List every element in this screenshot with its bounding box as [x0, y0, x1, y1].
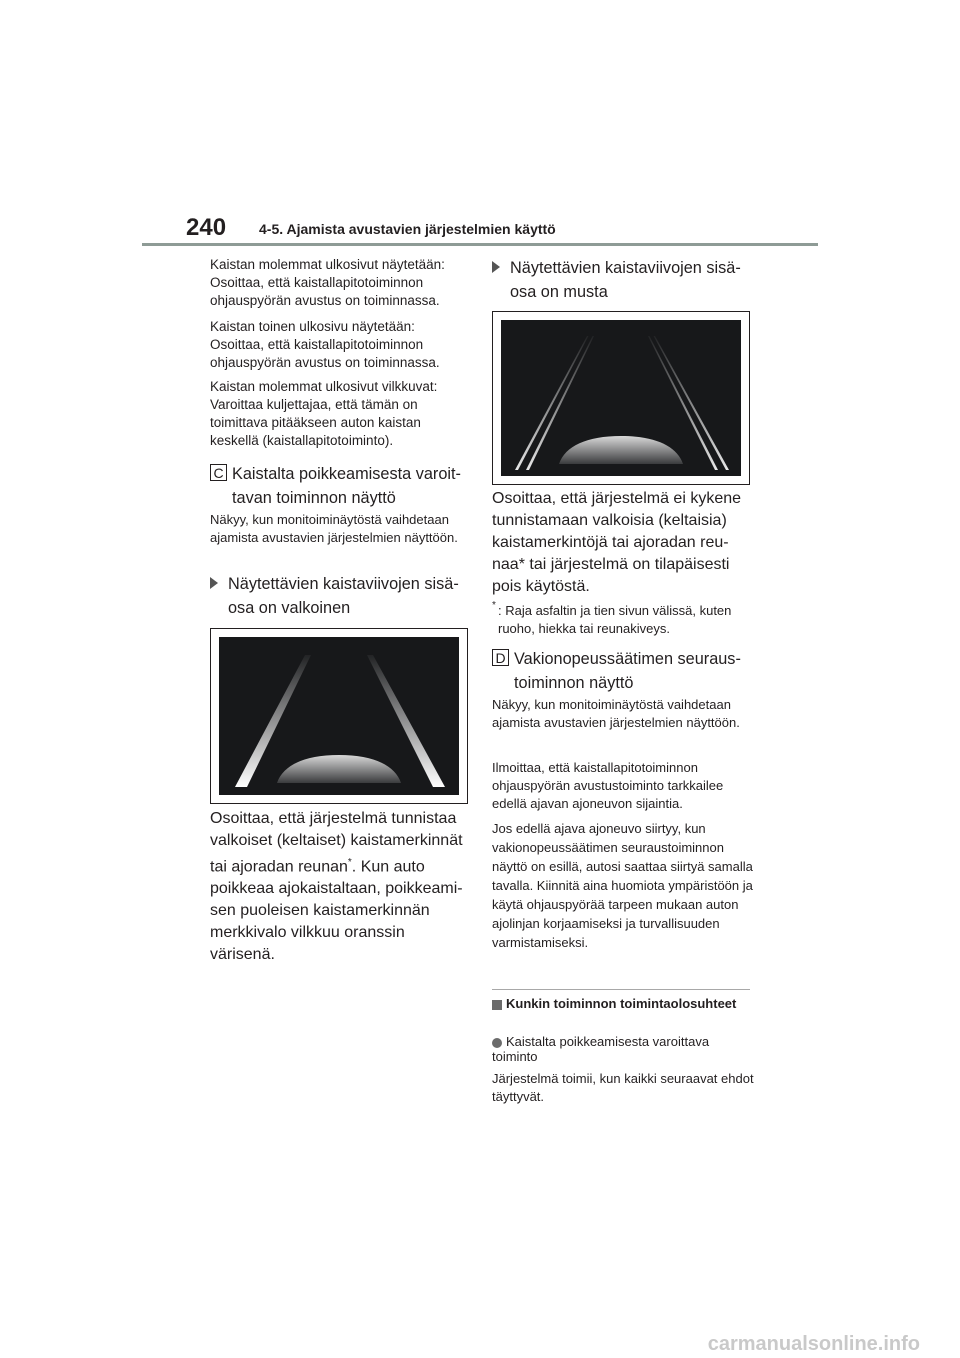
paragraph-both-sides-blink: Kaistan molemmat ulkosivut vilkkuvat: Varoittaa kuljettajaa, että tämän on toimittava pitääkseen auton kaistan keskellä (kaistallapitotoiminto). — [210, 379, 438, 448]
paragraph-d-3: Jos edellä ajava ajoneuvo siirtyy, kun vakionopeussäätimen seuraustoiminnon näyttö on esillä, autosi saattaa siirtyä samalla tavalla. Kiinnitä aina huomiota ympäristöön ja käytä ohjauspyörää tarpeen mukaan auton ajolinjan korjaamiseksi ja turvallisuuden varmistamiseksi. — [492, 821, 753, 950]
vehicle-icon — [277, 755, 401, 783]
heading-black-lines-text: Näytettävien kaistaviivojen sisäosa on musta — [510, 259, 741, 301]
label-c: C — [210, 464, 227, 481]
paragraph-black-description: Osoittaa, että järjestelmä ei kykene tunnistamaan valkoisia (keltaisia) kaistamerkintöjä tai ajoradan reunaa* tai järjestelmä on tilapäisesti pois käytöstä. — [492, 490, 742, 595]
conditions-text: Järjestelmä toimii, kun kaikki seuraavat ehdot täyttyvät. — [492, 1071, 754, 1104]
triangle-bullet-icon — [210, 577, 218, 589]
label-d: D — [492, 649, 509, 666]
triangle-bullet-icon — [492, 261, 500, 273]
heading-black-lines — [492, 256, 754, 306]
heading-d — [492, 647, 754, 697]
header-divider — [142, 243, 818, 246]
heading-white-lines — [210, 572, 470, 622]
section-divider — [492, 989, 750, 990]
footnote-text: : Raja asfaltin ja tien sivun välissä, kuten ruoho, hiekka tai reunakiveys. — [498, 603, 732, 636]
page-number: 240 — [186, 214, 227, 241]
paragraph-c-description: Näkyy, kun monitoiminäytöstä vaihdetaan ajamista avustavien järjestelmien näyttöön. — [210, 512, 458, 545]
lane-display-screen — [219, 637, 459, 795]
watermark: carmanualsonline.info — [707, 1333, 920, 1355]
paragraph-white-description: Osoittaa, että järjestelmä tunnistaa valkoiset (keltaiset) kaistamerkinnät tai ajoradan reunan*. Kun auto poikkeaa ajokaistaltaan, poikkeamisen puoleisen kaistamerkinnän merkkivalo vilkkuu oranssin värisenä. — [210, 810, 463, 964]
round-bullet-icon — [492, 1038, 502, 1048]
vehicle-icon — [559, 436, 683, 464]
lane-display-screen — [501, 320, 741, 476]
heading-c — [210, 462, 470, 512]
lane-black-illustration — [501, 320, 741, 476]
conditions-heading: Kunkin toiminnon toimintaolosuhteet — [492, 996, 754, 1011]
square-bullet-icon — [492, 1000, 502, 1010]
heading-white-lines-text: Näytettävien kaistaviivojen sisäosa on valkoinen — [228, 575, 459, 617]
figure-black-lane-lines — [492, 311, 750, 485]
bullet-item: Kaistalta poikkeamisesta varoittava toiminto — [492, 1034, 710, 1064]
paragraph-d-2: Ilmoittaa, että kaistallapitotoiminnon ohjauspyörän avustustoiminto tarkkailee edellä ajavan ajoneuvon sijaintia. — [492, 760, 724, 811]
heading-d-text: Vakionopeussäätimen seuraustoiminnon näyttö — [514, 650, 741, 692]
paragraph-d-1: Näkyy, kun monitoiminäytöstä vaihdetaan ajamista avustavien järjestelmien näyttöön. — [492, 697, 740, 730]
paragraph-one-side-shown: Kaistan toinen ulkosivu näytetään: Osoittaa, että kaistallapitotoiminnon ohjauspyörän avustus on toiminnassa. — [210, 319, 440, 370]
lane-white-illustration — [219, 637, 459, 795]
footnote — [492, 602, 754, 638]
section-title: 4-5. Ajamista avustavien järjestelmien käyttö — [259, 221, 556, 237]
heading-c-text: Kaistalta poikkeamisesta varoittavan toiminnon näyttö — [232, 465, 461, 507]
footnote-mark: * — [492, 600, 496, 611]
paragraph-both-sides-shown: Kaistan molemmat ulkosivut näytetään: Osoittaa, että kaistallapitotoiminnon ohjauspyörän avustus on toiminnassa. — [210, 257, 445, 308]
figure-white-lane-lines — [210, 628, 468, 804]
